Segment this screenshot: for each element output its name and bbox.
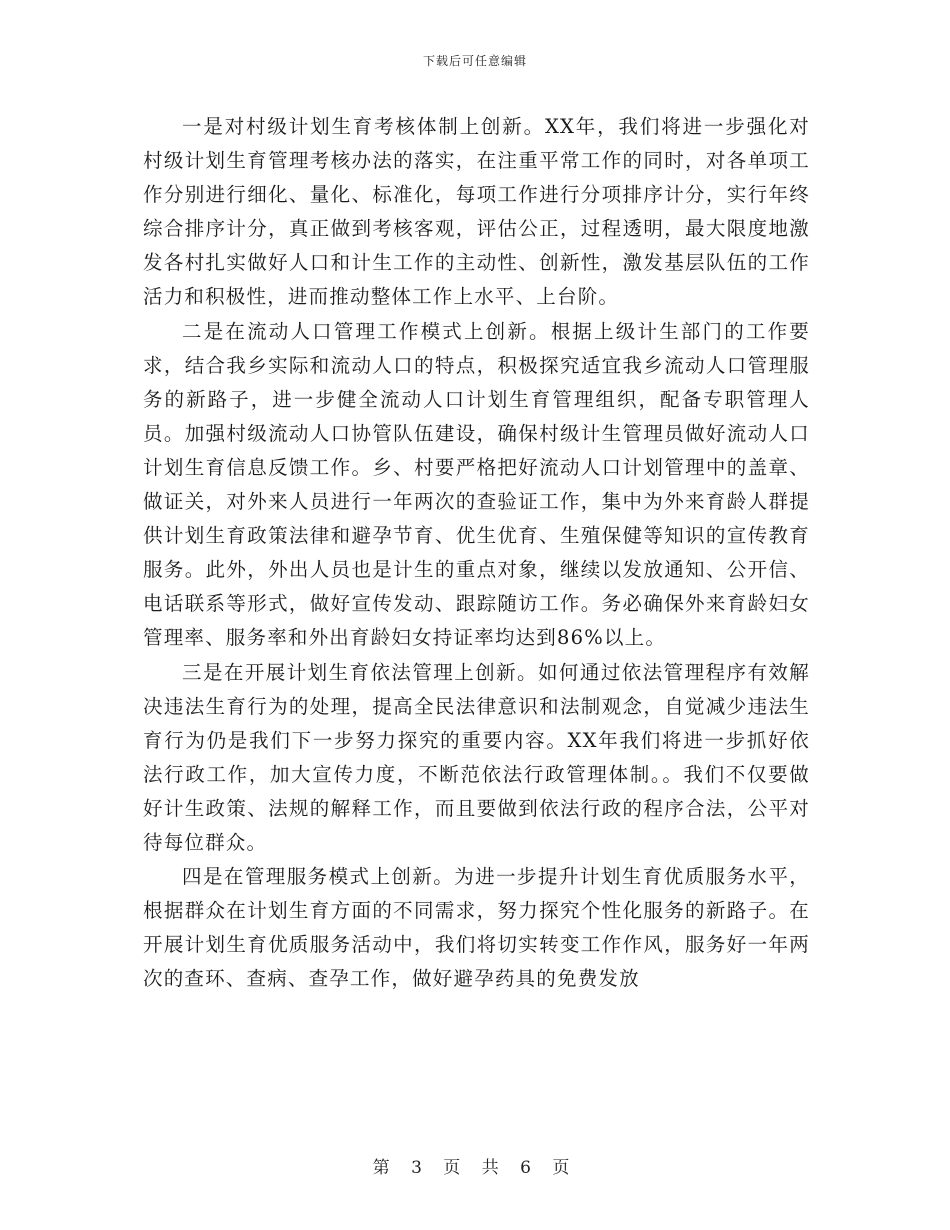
paragraph-2: 二是在流动人口管理工作模式上创新。根据上级计生部门的工作要求，结合我乡实际和流动人口的特点，积极探究适宜我乡流动人口管理服务的新路子，进一步健全流动人口计划生育管理组织，配备专职管理人员。加强村级流动人口协管队伍建设，确保村级计生管理员做好流动人口计划生育信息反馈工作。乡、村要严格把好流动人口计划管理中的盖章、做证关，对外来人员进行一年两次的查验证工作，集中为外来育龄人群提供计划生育政策法律和避孕节育、优生优育、生殖保健等知识的宣传教育服务。此外，外出人员也是计生的重点对象，继续以发放通知、公开信、电话联系等形式，做好宣传发动、跟踪随访工作。务必确保外来育龄妇女管理率、服务率和外出育龄妇女持证率均达到86%以上。 <box>143 319 810 650</box>
paragraph-3: 三是在开展计划生育依法管理上创新。如何通过依法管理程序有效解决违法生育行为的处理，提高全民法律意识和法制观念，自觉减少违法生育行为仍是我们下一步努力探究的重要内容。XX年我们将进一步抓好依法行政工作，加大宣传力度，不断范依法行政管理体制。。我们不仅要做好计生政策、法规的解释工作，而且要做到依法行政的程序合法，公平对待每位群众。 <box>143 660 810 854</box>
paragraph-1: 一是对村级计划生育考核体制上创新。XX年，我们将进一步强化对村级计划生育管理考核办法的落实，在注重平常工作的同时，对各单项工作分别进行细化、量化、标准化，每项工作进行分项排序计分，实行年终综合排序计分，真正做到考核客观，评估公正，过程透明，最大限度地激发各村扎实做好人口和计生工作的主动性、创新性，激发基层队伍的工作活力和积极性，进而推动整体工作上水平、上台阶。 <box>143 115 810 309</box>
page-header-note: 下载后可任意编辑 <box>422 54 527 68</box>
paragraph-4: 四是在管理服务模式上创新。为进一步提升计划生育优质服务水平，根据群众在计划生育方面的不同需求，努力探究个性化服务的新路子。在开展计划生育优质服务活动中，我们将切实转变工作作风，服务好一年两次的查环、查病、查孕工作，做好避孕药具的免费发放 <box>143 865 810 991</box>
document-body <box>143 110 810 996</box>
page-number: 第 3 页 共 6 页 <box>372 1158 578 1178</box>
